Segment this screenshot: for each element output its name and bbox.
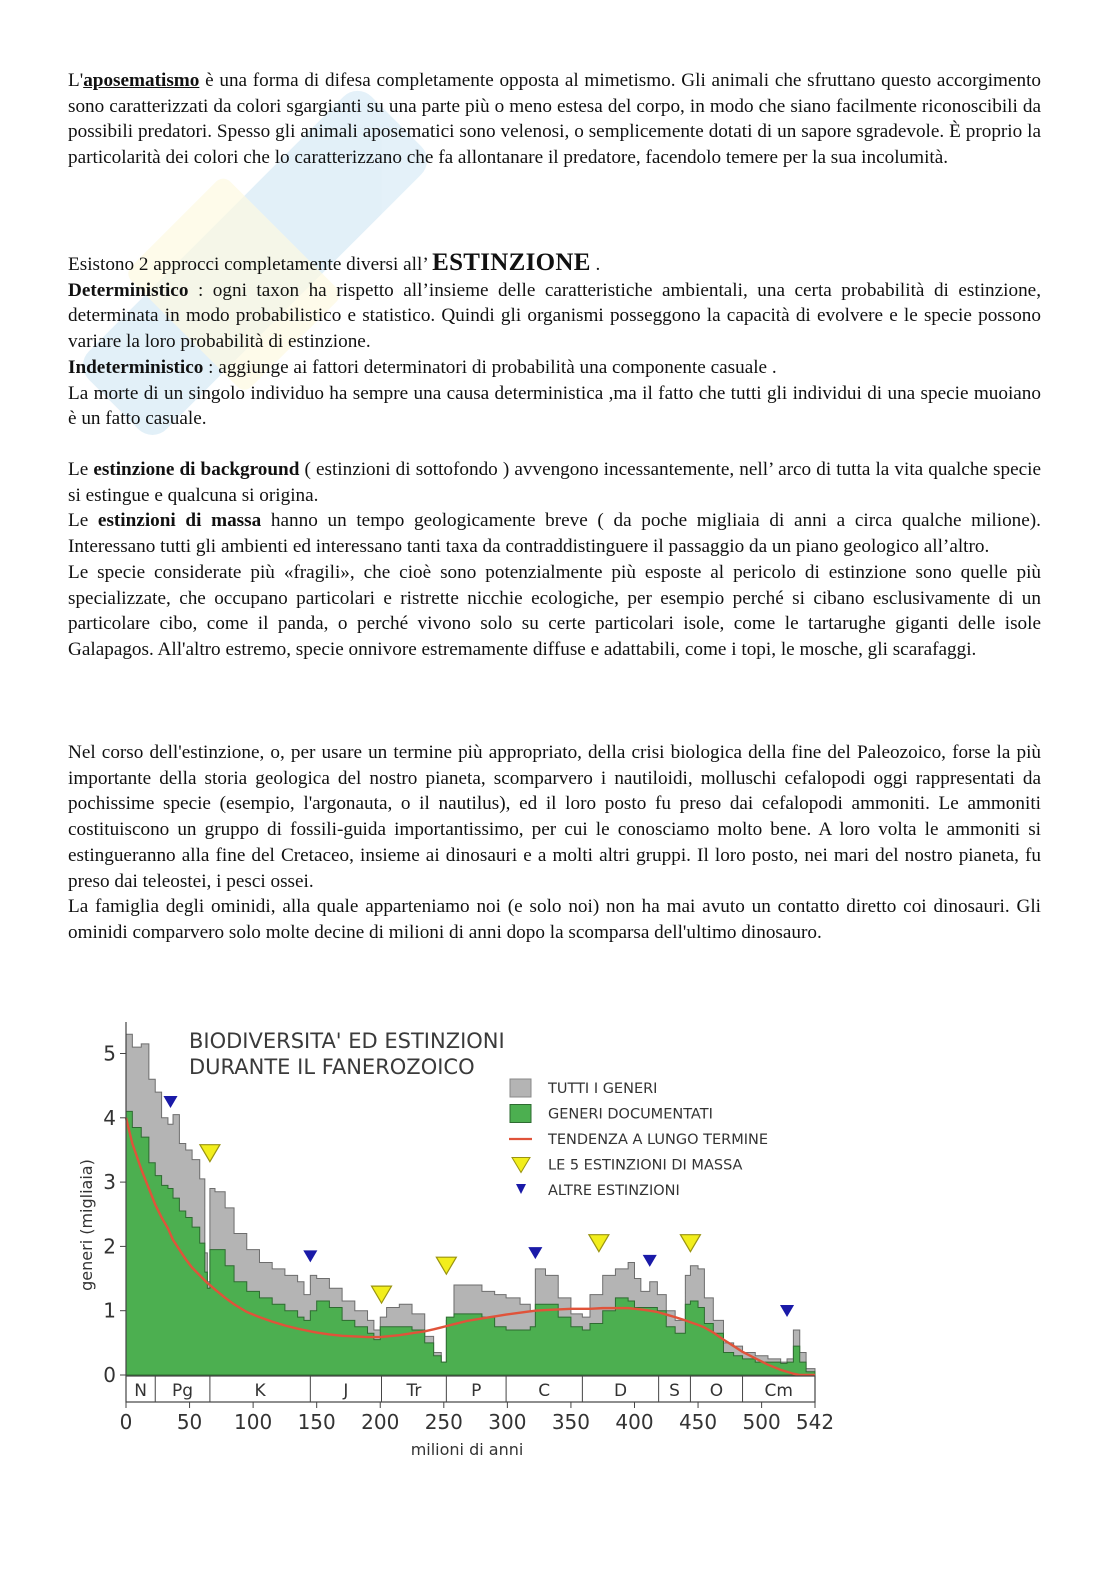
x-axis-label: milioni di anni xyxy=(410,1440,524,1459)
intro-suffix: . xyxy=(590,254,601,275)
y-tick-label: 0 xyxy=(103,1363,116,1387)
x-tick-label: 500 xyxy=(742,1410,781,1434)
x-tick-label: 250 xyxy=(424,1410,463,1434)
mass-extinction-triangle-icon xyxy=(436,1257,456,1274)
chart-title xyxy=(189,1029,505,1079)
prefix-text: L' xyxy=(68,70,84,91)
extinction-approaches-section xyxy=(68,250,1041,432)
other-extinction-triangle-icon xyxy=(529,1248,541,1258)
mass-extinction-body: hanno un tempo geologicamente breve ( da poche migliaia di anni a circa qualche milione). Interessano tutti gli ambienti ed interessano tanti taxa da contraddistinguere il passaggio da un piano geologico all’altro. xyxy=(68,510,1041,558)
indeterministic-term: Indeterministico xyxy=(68,356,204,378)
period-label: O xyxy=(709,1381,724,1401)
biodiversity-chart xyxy=(60,1010,860,1480)
other-extinction-triangle-icon xyxy=(644,1255,656,1265)
deterministic-paragraph xyxy=(68,278,1041,355)
legend-blue-triangle-icon xyxy=(516,1184,526,1194)
x-tick-label: 50 xyxy=(176,1410,203,1434)
y-tick-label: 5 xyxy=(103,1041,116,1066)
other-extinction-triangle-icon xyxy=(304,1251,316,1261)
mass-extinction-paragraph xyxy=(68,508,1041,559)
bg-prefix: Le xyxy=(68,459,94,480)
extinction-intro xyxy=(68,250,1041,278)
background-extinction-body: ( estinzioni di sottofondo ) avvengono incessantemente, nell’ arco di tutta la vita qualche specie si estingue e qualcuna si origina. xyxy=(68,459,1041,506)
mass-extinction-triangle-icon xyxy=(372,1286,392,1303)
period-label: K xyxy=(254,1381,266,1401)
period-label: S xyxy=(669,1381,680,1401)
period-label: P xyxy=(471,1381,482,1401)
x-tick-label: 300 xyxy=(488,1410,527,1434)
chart-legend xyxy=(509,1079,768,1199)
chart-title-line1: BIODIVERSITA' ED ESTINZIONI xyxy=(189,1029,505,1053)
fragile-species-paragraph: Le specie considerate più «fragili», che cioè sono potenzialmente più esposte al pericolo di estinzione sono quelle più specializzate, che occupano particolari e ristrette nicchie ecologiche, per esempio perché si cibano esclusivamente di un particolare cibo, come il panda, o perché vivono solo su certe particolari isole, come le tartarughe giganti delle isole Galapagos. All'altro estremo, specie onnivore estremamente diffuse e adattabili, come i topi, le mosche, gli scarafaggi. xyxy=(68,561,1041,660)
y-tick-label: 1 xyxy=(103,1298,116,1323)
other-extinction-triangle-icon xyxy=(781,1306,793,1316)
background-extinction-paragraph xyxy=(68,457,1041,508)
chart-canvas xyxy=(60,1010,860,1480)
mass-extinction-triangle-icon xyxy=(589,1235,609,1252)
x-tick-label: 542 xyxy=(795,1410,835,1434)
y-tick-label: 2 xyxy=(103,1234,116,1259)
mass-prefix: Le xyxy=(68,510,98,532)
y-tick-label: 3 xyxy=(103,1170,116,1195)
y-tick-label: 4 xyxy=(103,1105,116,1130)
period-label: N xyxy=(134,1381,147,1401)
paleozoic-paragraph: Nel corso dell'estinzione, o, per usare un termine più appropriato, della crisi biologica della fine del Paleozoico, forse la più importante della storia geologica del nostro pianeta, scomparvero i nautiloidi, molluschi cefalopodi oggi rappresentati da pochissime specie (esempio, l'argonauta, o il nautilus), ed il loro posto fu preso dai cefalopodi ammoniti. Le ammoniti costituiscono un gruppo di fossili-guida importantissimo, per cui le conosciamo molto bene. A loro volta le ammoniti si estingueranno alla fine del Cretaceo, insieme ai dinosauri e a molti altri gruppi. Il loro posto, nei mari del nostro pianeta, fu preso dai teleostei, i pesci ossei. xyxy=(68,742,1041,892)
period-label: Cm xyxy=(764,1381,793,1401)
extinction-heading: ESTINZIONE xyxy=(432,249,591,276)
legend-gray-swatch-icon xyxy=(510,1079,531,1097)
extinction-types-section xyxy=(68,457,1041,663)
y-axis-label: generi (migliaia) xyxy=(77,1159,96,1291)
chart-title-line2: DURANTE IL FANEROZOICO xyxy=(189,1055,475,1079)
intro-text: Esistono 2 approcci completamente diversi all’ xyxy=(68,254,433,275)
aposematism-body: è una forma di difesa completamente opposta al mimetismo. Gli animali che sfruttano questo accorgimento sono caratterizzati da colori sgargianti su una parte più o meno estesa del corpo, in modo che siano facilmente riconoscibili da possibili predatori. Spesso gli animali aposematici sono velenosi, o semplicemente dotati di un sapore sgradevole. È proprio la particolarità dei colori che lo caratterizzano che fa allontanare il predatore, facendolo temere per la sua incolumità. xyxy=(68,70,1041,169)
legend-green-swatch-icon xyxy=(510,1105,531,1123)
period-label: C xyxy=(538,1381,551,1401)
period-label: Tr xyxy=(406,1381,422,1401)
period-label: Pg xyxy=(172,1381,194,1401)
x-tick-label: 100 xyxy=(234,1410,273,1434)
legend-label: LE 5 ESTINZIONI DI MASSA xyxy=(548,1157,743,1174)
period-label: J xyxy=(343,1381,349,1401)
background-extinction-term: estinzione di background xyxy=(93,459,300,480)
x-tick-label: 0 xyxy=(119,1410,133,1434)
chart-plot-area xyxy=(126,1034,815,1375)
period-label: D xyxy=(613,1381,628,1401)
indeterministic-body: : aggiunge ai fattori determinatori di probabilità una componente casuale . xyxy=(203,356,777,378)
x-tick-label: 350 xyxy=(551,1410,591,1434)
legend-yellow-triangle-icon xyxy=(512,1158,530,1173)
individual-death-paragraph: La morte di un singolo individuo ha sempre una causa deterministica ,ma il fatto che tutti gli individui di una specie muoiano è un fatto casuale. xyxy=(68,382,1041,430)
legend-label: GENERI DOCUMENTATI xyxy=(548,1106,713,1123)
mass-extinction-term: estinzioni di massa xyxy=(97,510,262,532)
x-tick-label: 150 xyxy=(297,1410,336,1434)
legend-label: TENDENZA A LUNGO TERMINE xyxy=(548,1132,768,1148)
aposematism-term: aposematismo xyxy=(83,70,200,91)
x-tick-label: 200 xyxy=(361,1410,400,1434)
mass-extinction-triangle-icon xyxy=(200,1145,220,1162)
other-extinction-triangle-icon xyxy=(164,1097,176,1107)
mass-extinction-triangle-icon xyxy=(680,1235,700,1252)
deterministic-term: Deterministico xyxy=(68,279,189,301)
legend-label: TUTTI I GENERI xyxy=(548,1081,658,1097)
aposematism-paragraph xyxy=(68,68,1041,171)
paleozoic-section xyxy=(68,740,1041,946)
x-tick-label: 400 xyxy=(615,1410,654,1434)
indeterministic-paragraph xyxy=(68,355,1041,381)
deterministic-body: : ogni taxon ha rispetto all’insieme delle caratteristiche ambientali, una certa probabilità di estinzione, determinata in modo probabilistico e statistico. Quindi gli organismi posseggono la capacità di evolvere e le specie possono variare la loro probabilità di estinzione. xyxy=(68,279,1041,353)
x-tick-label: 450 xyxy=(678,1410,718,1434)
legend-label: ALTRE ESTINZIONI xyxy=(548,1183,680,1199)
hominid-paragraph: La famiglia degli ominidi, alla quale apparteniamo noi (e solo noi) non ha mai avuto un contatto diretto coi dinosauri. Gli ominidi comparvero solo molte decine di milioni di anni dopo la scomparsa dell'ultimo dinosauro. xyxy=(68,896,1041,943)
